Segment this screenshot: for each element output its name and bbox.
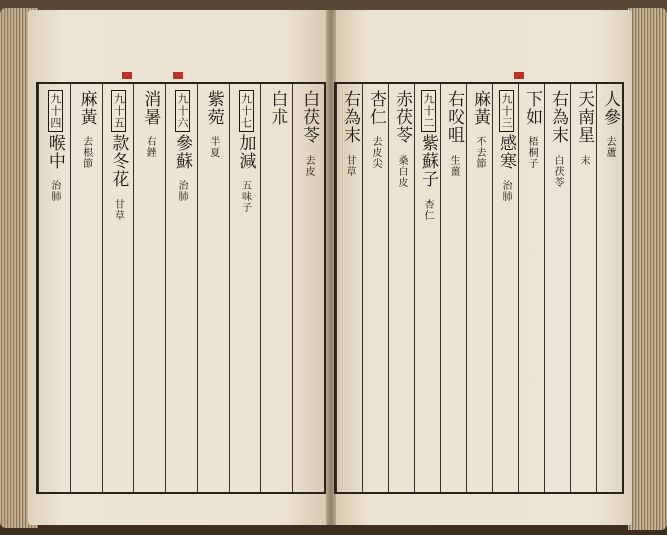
annotation-text: 杏仁 [422, 199, 433, 221]
main-text: 白茯苓 [299, 90, 320, 144]
text-column [260, 84, 292, 492]
annotation-text: 白茯苓 [552, 155, 563, 188]
main-text: 參蘇 [171, 134, 192, 170]
text-column [133, 84, 165, 492]
text-column [70, 84, 102, 492]
text-column [466, 84, 492, 492]
annotation-text: 去皮 [303, 155, 315, 177]
text-column [38, 84, 70, 492]
annotation-text: 甘草 [344, 155, 355, 177]
annotation-text: 右銼 [144, 136, 156, 158]
annotation-text: 五味子 [239, 180, 251, 213]
annotation-text: 治肺 [175, 180, 187, 202]
text-column [440, 84, 466, 492]
annotation-text: 甘草 [112, 199, 124, 221]
main-text: 麻黃 [470, 90, 490, 126]
main-text: 加減 [235, 134, 256, 170]
red-mark [173, 72, 183, 79]
main-text: 右為末 [340, 90, 360, 144]
main-text: 麻黃 [76, 90, 97, 126]
text-column [165, 84, 197, 492]
entry-number: 九十四 [48, 90, 63, 132]
main-text: 天南星 [574, 90, 594, 144]
left-text-frame [36, 82, 326, 494]
main-text: 下如 [522, 90, 542, 126]
text-column [492, 84, 518, 492]
text-column [229, 84, 261, 492]
red-mark [122, 72, 132, 79]
annotation-text: 梧桐子 [526, 136, 537, 169]
main-text: 右為末 [548, 90, 568, 144]
entry-number: 九十二 [421, 90, 436, 132]
annotation-text: 不去節 [474, 136, 485, 169]
annotation-text: 去根節 [80, 136, 92, 169]
text-column [388, 84, 414, 492]
main-text: 感寒 [496, 134, 516, 170]
annotation-text: 生薑 [448, 155, 459, 177]
right-text-frame [334, 82, 624, 494]
text-column [292, 84, 324, 492]
text-column [544, 84, 570, 492]
annotation-text: 去蘆 [604, 136, 615, 158]
main-text: 喉中 [44, 134, 65, 170]
main-text: 右㕮咀 [444, 90, 464, 144]
main-text: 紫蘇子 [418, 134, 438, 188]
text-column [102, 84, 134, 492]
entry-number: 九十五 [111, 90, 126, 132]
red-mark [514, 72, 524, 79]
text-column [570, 84, 596, 492]
main-text: 赤茯苓 [392, 90, 412, 144]
annotation-text: 治肺 [48, 180, 60, 202]
text-column [336, 84, 362, 492]
entry-number: 九十六 [175, 90, 190, 132]
text-column [362, 84, 388, 492]
annotation-text: 半夏 [207, 136, 219, 158]
text-column [596, 84, 622, 492]
main-text: 消暑 [140, 90, 161, 126]
annotation-text: 治肺 [500, 180, 511, 202]
main-text: 紫菀 [203, 90, 224, 126]
main-text: 人參 [600, 90, 620, 126]
annotation-text: 桑白皮 [396, 155, 407, 188]
main-text: 款冬花 [108, 134, 129, 188]
entry-number: 九十七 [239, 90, 254, 132]
text-column [414, 84, 440, 492]
text-column [197, 84, 229, 492]
main-text: 白朮 [267, 90, 288, 126]
main-text: 杏仁 [366, 90, 386, 126]
annotation-text: 去皮尖 [370, 136, 381, 169]
book-edge-right [628, 8, 667, 530]
annotation-text: 末 [578, 155, 589, 166]
entry-number: 九十三 [499, 90, 514, 132]
text-column [518, 84, 544, 492]
